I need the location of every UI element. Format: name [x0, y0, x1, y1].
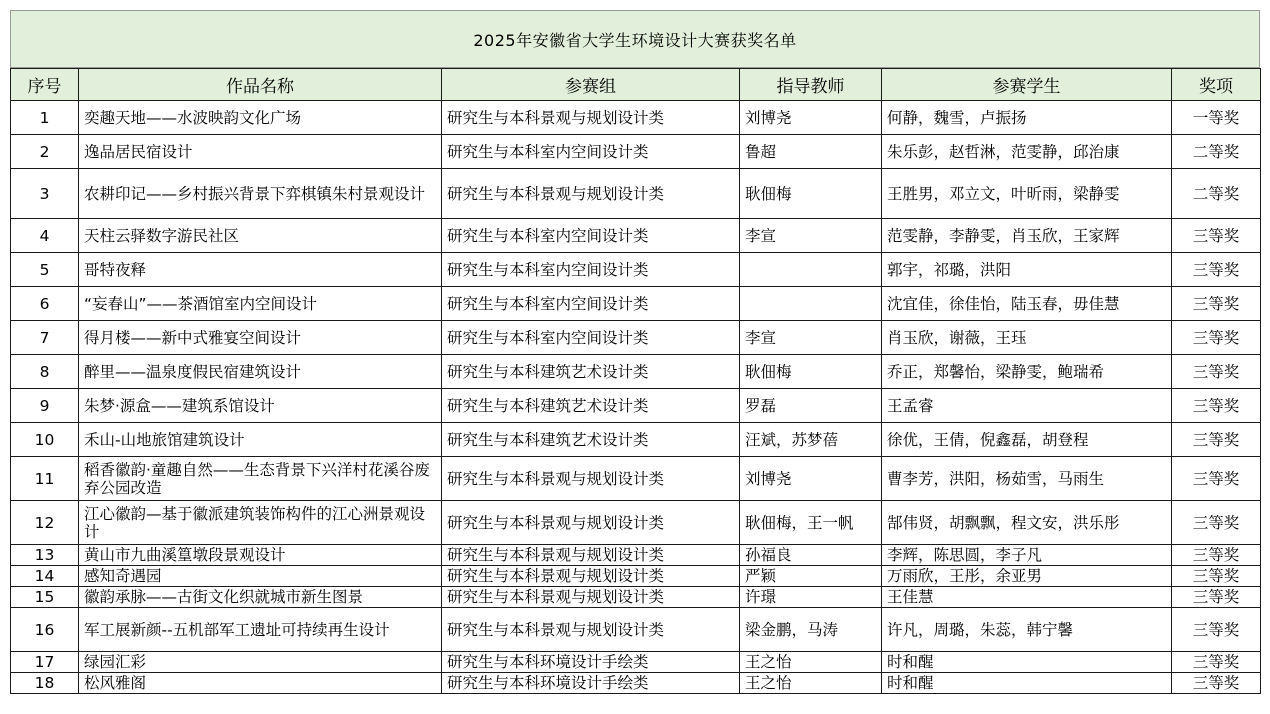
table-row: [11, 673, 1261, 694]
cell-work: 农耕印记——乡村振兴背景下弈棋镇朱村景观设计: [79, 169, 442, 219]
table-row: [11, 608, 1261, 652]
cell-award: 二等奖: [1172, 135, 1261, 169]
table-row: [11, 219, 1261, 253]
header-students: 参赛学生: [882, 69, 1172, 101]
cell-group: 研究生与本科室内空间设计类: [442, 287, 740, 321]
cell-work: 哥特夜释: [79, 253, 442, 287]
cell-work: 醉里——温泉度假民宿建筑设计: [79, 355, 442, 389]
cell-students: 曹李芳，洪阳，杨茹雪，马雨生: [882, 457, 1172, 501]
table-row: [11, 253, 1261, 287]
table-row: [11, 423, 1261, 457]
cell-no: 9: [11, 389, 79, 423]
cell-group: 研究生与本科景观与规划设计类: [442, 608, 740, 652]
cell-work: 禾山-山地旅馆建筑设计: [79, 423, 442, 457]
cell-work: 稻香徽韵·童趣自然——生态背景下兴洋村花溪谷废弃公园改造: [79, 457, 442, 501]
cell-work: 军工展新颜--五机部军工遗址可持续再生设计: [79, 608, 442, 652]
cell-award: 三等奖: [1172, 608, 1261, 652]
cell-group: 研究生与本科景观与规划设计类: [442, 587, 740, 608]
cell-group: 研究生与本科建筑艺术设计类: [442, 389, 740, 423]
cell-work: 黄山市九曲溪篁墩段景观设计: [79, 545, 442, 566]
cell-work: 松风雅阁: [79, 673, 442, 694]
header-teacher: 指导教师: [740, 69, 882, 101]
table-row: [11, 355, 1261, 389]
cell-group: 研究生与本科景观与规划设计类: [442, 457, 740, 501]
cell-teacher: 刘博尧: [740, 101, 882, 135]
cell-students: 王孟睿: [882, 389, 1172, 423]
cell-teacher: 李宣: [740, 219, 882, 253]
cell-work: 奕趣天地——水波映韵文化广场: [79, 101, 442, 135]
cell-students: 范雯静，李静雯，肖玉欣，王家辉: [882, 219, 1172, 253]
cell-students: 李辉，陈思圆，李子凡: [882, 545, 1172, 566]
cell-no: 2: [11, 135, 79, 169]
table-row: [11, 135, 1261, 169]
cell-work: 感知奇遇园: [79, 566, 442, 587]
cell-teacher: [740, 253, 882, 287]
cell-students: 郜伟贤，胡飘飘，程文安，洪乐彤: [882, 501, 1172, 545]
header-row: [11, 69, 1261, 101]
cell-award: 三等奖: [1172, 389, 1261, 423]
table-row: [11, 501, 1261, 545]
table-row: [11, 545, 1261, 566]
cell-teacher: 王之怡: [740, 652, 882, 673]
cell-no: 16: [11, 608, 79, 652]
cell-no: 5: [11, 253, 79, 287]
cell-award: 三等奖: [1172, 253, 1261, 287]
cell-group: 研究生与本科景观与规划设计类: [442, 566, 740, 587]
cell-award: 三等奖: [1172, 355, 1261, 389]
cell-no: 12: [11, 501, 79, 545]
cell-work: 江心徽韵—基于徽派建筑装饰构件的江心洲景观设计: [79, 501, 442, 545]
cell-students: 沈宜佳，徐佳怡，陆玉春，毋佳慧: [882, 287, 1172, 321]
cell-students: 朱乐彭，赵哲淋，范雯静，邱治康: [882, 135, 1172, 169]
cell-students: 许凡，周璐，朱蕊，韩宁馨: [882, 608, 1172, 652]
table-row: [11, 587, 1261, 608]
cell-students: 徐优，王倩，倪鑫磊，胡登程: [882, 423, 1172, 457]
cell-award: 三等奖: [1172, 423, 1261, 457]
cell-no: 1: [11, 101, 79, 135]
header-group: 参赛组: [442, 69, 740, 101]
award-table: [10, 68, 1261, 694]
table-row: [11, 566, 1261, 587]
cell-teacher: 孙福良: [740, 545, 882, 566]
cell-no: 7: [11, 321, 79, 355]
cell-no: 18: [11, 673, 79, 694]
cell-teacher: 梁金鹏，马涛: [740, 608, 882, 652]
cell-work: 绿园汇彩: [79, 652, 442, 673]
table-row: [11, 389, 1261, 423]
cell-group: 研究生与本科景观与规划设计类: [442, 501, 740, 545]
cell-teacher: 刘博尧: [740, 457, 882, 501]
cell-no: 8: [11, 355, 79, 389]
cell-teacher: 鲁超: [740, 135, 882, 169]
cell-teacher: 罗磊: [740, 389, 882, 423]
table-row: [11, 287, 1261, 321]
cell-students: 郭宇，祁璐，洪阳: [882, 253, 1172, 287]
cell-award: 三等奖: [1172, 501, 1261, 545]
cell-no: 15: [11, 587, 79, 608]
cell-group: 研究生与本科环境设计手绘类: [442, 673, 740, 694]
cell-no: 3: [11, 169, 79, 219]
cell-group: 研究生与本科建筑艺术设计类: [442, 423, 740, 457]
cell-teacher: 许璟: [740, 587, 882, 608]
cell-teacher: 耿佃梅: [740, 355, 882, 389]
cell-teacher: [740, 287, 882, 321]
cell-work: 得月楼——新中式雅宴空间设计: [79, 321, 442, 355]
cell-work: 徽韵承脉——古街文化织就城市新生图景: [79, 587, 442, 608]
award-list-sheet: [10, 10, 1260, 704]
table-row: [11, 169, 1261, 219]
cell-group: 研究生与本科环境设计手绘类: [442, 652, 740, 673]
cell-no: 4: [11, 219, 79, 253]
cell-group: 研究生与本科景观与规划设计类: [442, 169, 740, 219]
cell-teacher: 王之怡: [740, 673, 882, 694]
cell-group: 研究生与本科室内空间设计类: [442, 321, 740, 355]
table-row: [11, 101, 1261, 135]
cell-group: 研究生与本科室内空间设计类: [442, 135, 740, 169]
cell-teacher: 汪斌，苏梦蓓: [740, 423, 882, 457]
cell-work: “妄春山”——茶酒馆室内空间设计: [79, 287, 442, 321]
cell-students: 何静，魏雪，卢振扬: [882, 101, 1172, 135]
cell-students: 王佳慧: [882, 587, 1172, 608]
sheet-title: 2025年安徽省大学生环境设计大赛获奖名单: [10, 10, 1260, 68]
cell-group: 研究生与本科景观与规划设计类: [442, 545, 740, 566]
cell-work: 逸品居民宿设计: [79, 135, 442, 169]
cell-group: 研究生与本科室内空间设计类: [442, 219, 740, 253]
cell-students: 王胜男，邓立文，叶昕雨，梁静雯: [882, 169, 1172, 219]
cell-group: 研究生与本科建筑艺术设计类: [442, 355, 740, 389]
cell-students: 乔正，郑馨怡，梁静雯，鲍瑞希: [882, 355, 1172, 389]
cell-students: 万雨欣，王彤，余亚男: [882, 566, 1172, 587]
cell-award: 三等奖: [1172, 287, 1261, 321]
cell-no: 14: [11, 566, 79, 587]
cell-teacher: 李宣: [740, 321, 882, 355]
cell-award: 三等奖: [1172, 545, 1261, 566]
cell-group: 研究生与本科室内空间设计类: [442, 253, 740, 287]
cell-no: 10: [11, 423, 79, 457]
header-work: 作品名称: [79, 69, 442, 101]
header-no: 序号: [11, 69, 79, 101]
cell-award: 三等奖: [1172, 219, 1261, 253]
cell-no: 17: [11, 652, 79, 673]
cell-award: 三等奖: [1172, 587, 1261, 608]
cell-group: 研究生与本科景观与规划设计类: [442, 101, 740, 135]
cell-no: 13: [11, 545, 79, 566]
cell-award: 三等奖: [1172, 566, 1261, 587]
cell-award: 三等奖: [1172, 673, 1261, 694]
header-award: 奖项: [1172, 69, 1261, 101]
cell-work: 朱梦·源盒——建筑系馆设计: [79, 389, 442, 423]
table-row: [11, 321, 1261, 355]
cell-award: 三等奖: [1172, 321, 1261, 355]
cell-teacher: 耿佃梅，王一帆: [740, 501, 882, 545]
cell-award: 三等奖: [1172, 457, 1261, 501]
cell-no: 6: [11, 287, 79, 321]
cell-students: 时和醒: [882, 673, 1172, 694]
cell-work: 天柱云驿数字游民社区: [79, 219, 442, 253]
table-row: [11, 457, 1261, 501]
cell-no: 11: [11, 457, 79, 501]
cell-award: 一等奖: [1172, 101, 1261, 135]
table-row: [11, 652, 1261, 673]
cell-teacher: 耿佃梅: [740, 169, 882, 219]
cell-teacher: 严颖: [740, 566, 882, 587]
cell-award: 三等奖: [1172, 652, 1261, 673]
cell-students: 时和醒: [882, 652, 1172, 673]
cell-students: 肖玉欣，谢薇，王珏: [882, 321, 1172, 355]
cell-award: 二等奖: [1172, 169, 1261, 219]
